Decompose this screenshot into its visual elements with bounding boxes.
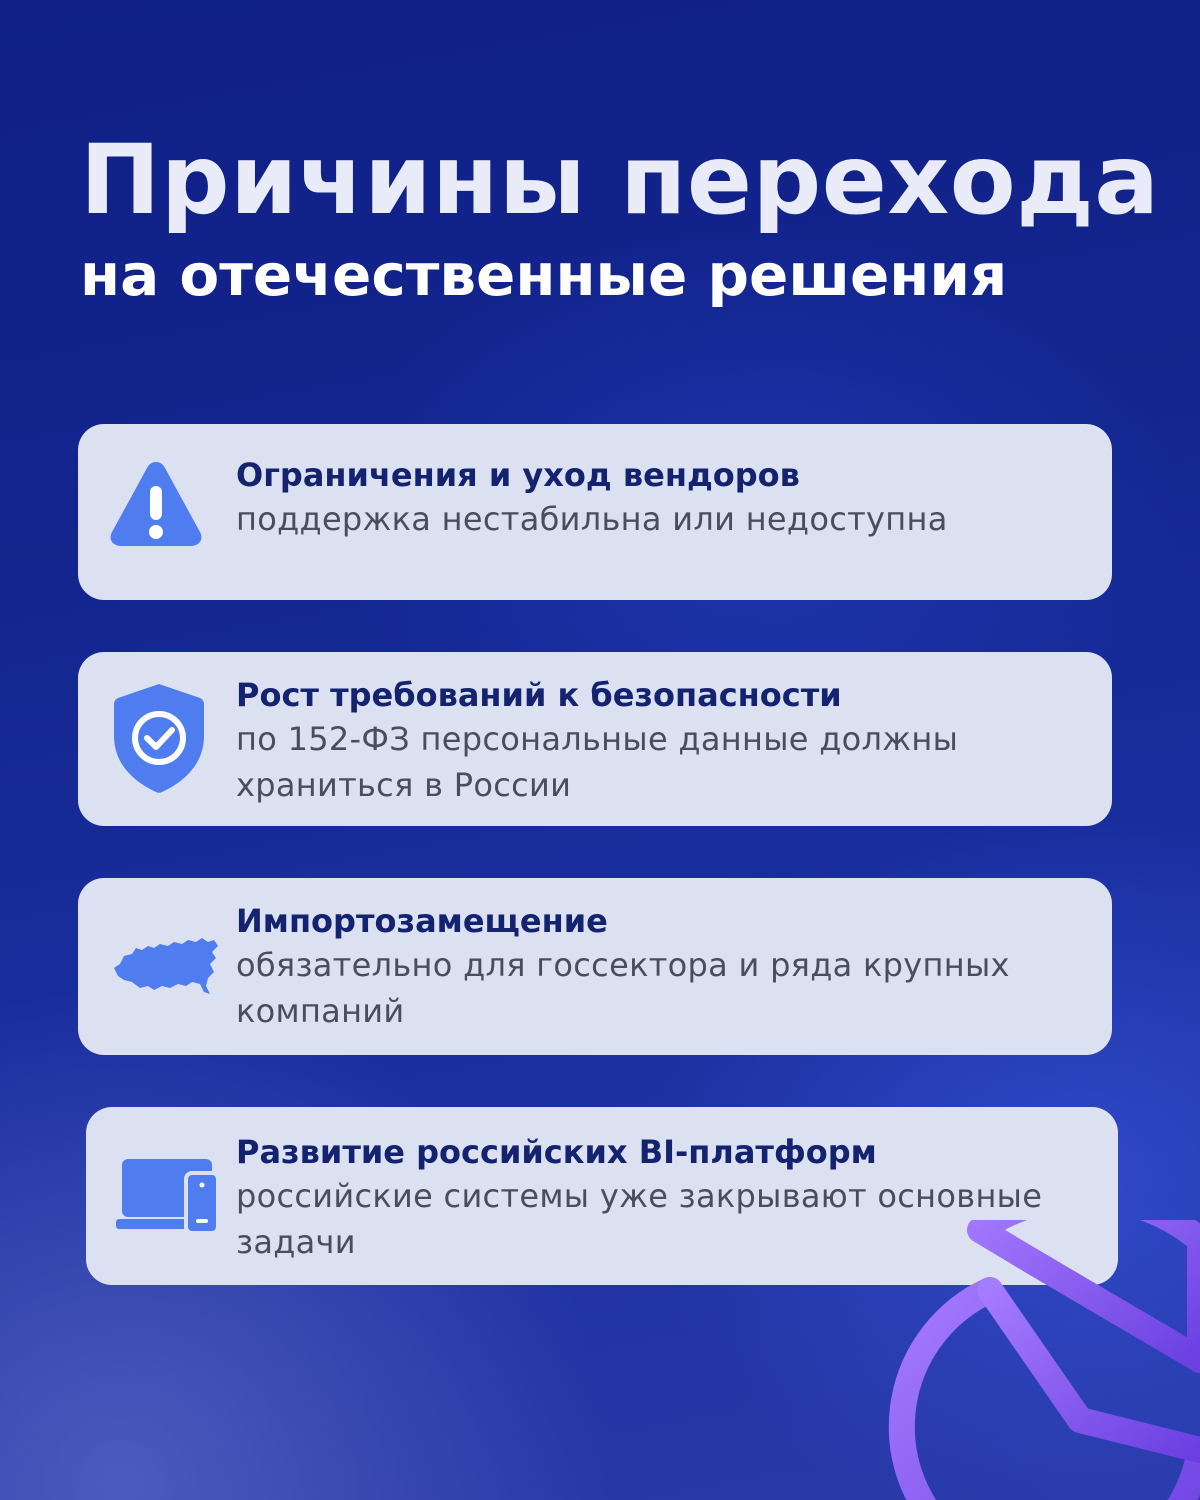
page-title: Причины перехода [80, 124, 1160, 236]
card-title: Развитие российских BI-платформ [236, 1133, 877, 1171]
reason-card-vendors [78, 424, 1112, 600]
page-subtitle: на отечественные решения [80, 241, 1008, 309]
russia-map-icon [112, 934, 220, 998]
card-title: Импортозамещение [236, 902, 608, 940]
devices-icon [116, 1155, 220, 1239]
card-description: обязательно для госсектора и ряда крупных компаний [236, 946, 1010, 1030]
card-title: Ограничения и уход вендоров [236, 456, 800, 494]
card-description: по 152-ФЗ персональные данные должны храниться в России [236, 720, 959, 804]
brand-pie-icon [880, 1220, 1200, 1500]
shield-check-icon [110, 680, 208, 796]
reason-card-import-substitution [78, 878, 1112, 1055]
warning-icon [108, 458, 204, 550]
card-description: российские системы уже закрывают основные задачи [236, 1177, 1043, 1261]
card-title: Рост требований к безопасности [236, 676, 842, 714]
reason-card-security [78, 652, 1112, 826]
card-description: поддержка нестабильна или недоступна [236, 500, 948, 539]
